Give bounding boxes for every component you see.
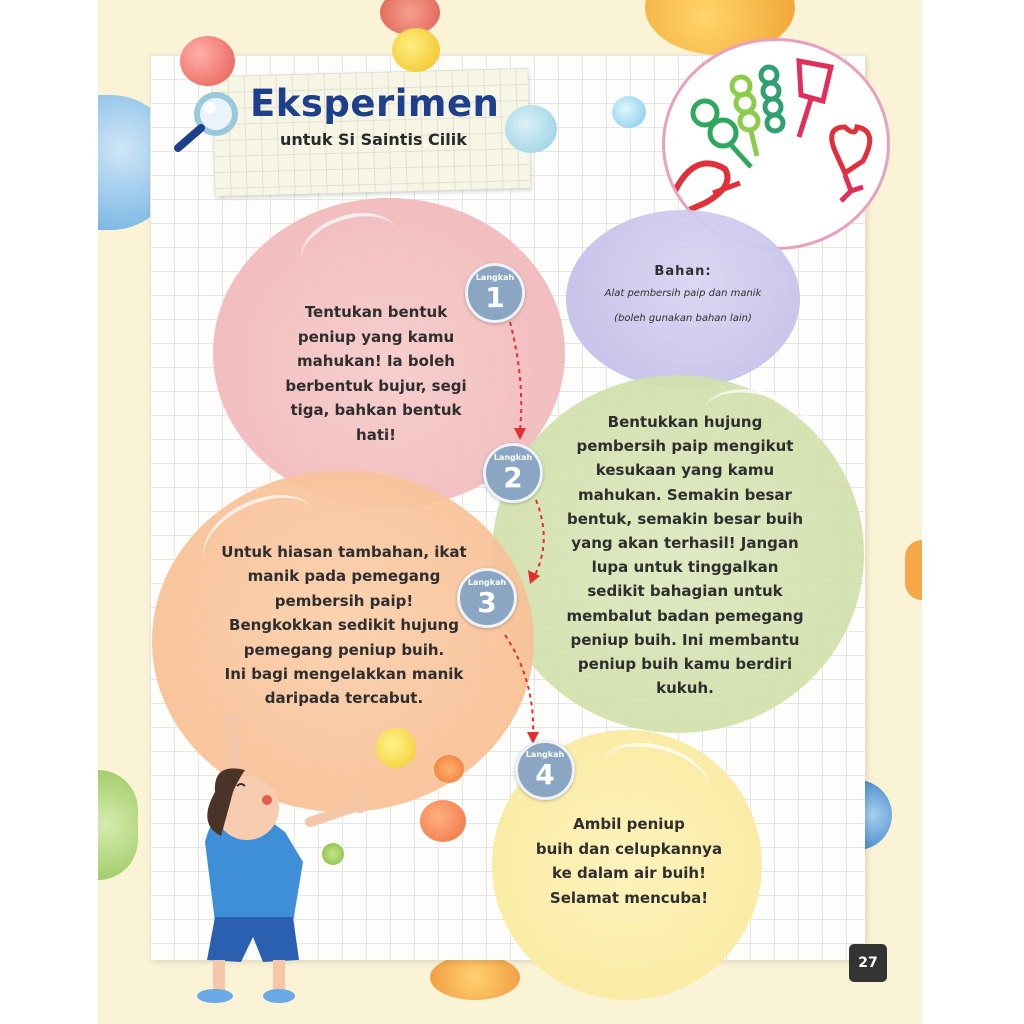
step-3-line: manik pada pemegang bbox=[247, 567, 441, 586]
step-3-line: Ini bagi mengelakkan manik bbox=[224, 665, 464, 684]
deco-bubble-orange-small bbox=[434, 755, 464, 783]
step-4-line: ke dalam air buih! bbox=[552, 864, 706, 882]
step-4-line: Ambil peniup bbox=[573, 815, 685, 833]
page-subtitle: untuk Si Saintis Cilik bbox=[280, 130, 467, 149]
step-1-text bbox=[258, 300, 494, 447]
step-2-line: Bentukkan hujung bbox=[607, 413, 763, 431]
step-3-line: Bengkokkan sedikit hujung bbox=[229, 616, 459, 635]
step-2-line: yang akan terhasil! Jangan bbox=[571, 534, 799, 553]
step-3-line: Untuk hiasan tambahan, ikat bbox=[221, 543, 467, 561]
step-2-line: membalut badan pemegang bbox=[566, 606, 804, 625]
step-3-line: pembersih paip! bbox=[274, 591, 414, 610]
step-2-line: mahukan. Semakin besar bbox=[578, 485, 792, 504]
step-4-number: 4 bbox=[535, 758, 555, 791]
step-4-text bbox=[515, 812, 743, 910]
step-2-line: sedikit bahagian untuk bbox=[587, 582, 783, 601]
step-1-line: peniup yang kamu bbox=[297, 327, 455, 346]
step-1-badge-label: Langkah bbox=[475, 273, 515, 282]
step-2-number: 2 bbox=[503, 461, 523, 494]
step-3-line: daripada tercabut. bbox=[264, 689, 424, 708]
step-3-number: 3 bbox=[477, 586, 497, 619]
step-1-line: tiga, bahkan bentuk bbox=[290, 401, 462, 419]
step-2-line: bentuk, semakin besar buih bbox=[566, 509, 804, 528]
step-2-line: pembersih paip mengikut bbox=[576, 437, 794, 456]
step-4-badge-label: Langkah bbox=[525, 750, 565, 759]
step-2-badge-label: Langkah bbox=[493, 453, 533, 462]
step-3-text bbox=[198, 540, 490, 711]
step-2-badge bbox=[483, 443, 543, 503]
step-4-badge bbox=[515, 740, 575, 800]
step-1-line: mahukan! Ia boleh bbox=[297, 352, 455, 370]
deco-bubble-orange-mid bbox=[420, 800, 466, 842]
step-1-line: Tentukan bentuk bbox=[304, 303, 448, 321]
step-1-line: hati! bbox=[356, 425, 396, 444]
materials-line-1: Alat pembersih paip dan manik bbox=[604, 288, 762, 299]
materials-line-2: (boleh gunakan bahan lain) bbox=[614, 313, 752, 324]
step-2-line: lupa untuk tinggalkan bbox=[591, 558, 779, 577]
page-title: Eksperimen bbox=[250, 82, 500, 125]
step-4-line: buih dan celupkannya bbox=[535, 839, 723, 858]
materials-heading: Bahan: bbox=[654, 264, 712, 279]
deco-bubble-smiley bbox=[376, 728, 416, 768]
step-3-badge-label: Langkah bbox=[467, 578, 507, 587]
step-4-line: Selamat mencuba! bbox=[549, 888, 709, 907]
child-illustration bbox=[175, 712, 375, 1012]
page-number: 27 bbox=[849, 944, 887, 982]
step-2-line: kukuh. bbox=[656, 679, 714, 698]
step-2-text bbox=[540, 410, 830, 700]
step-1-number: 1 bbox=[485, 281, 505, 314]
step-2-line: peniup buih. Ini membantu bbox=[570, 630, 800, 649]
step-2-line: kesukaan yang kamu bbox=[595, 461, 775, 480]
step-1-line: berbentuk bujur, segi bbox=[285, 376, 467, 395]
step-3-line: pemegang peniup buih. bbox=[243, 640, 445, 659]
step-2-line: peniup buih kamu berdiri bbox=[577, 655, 793, 674]
